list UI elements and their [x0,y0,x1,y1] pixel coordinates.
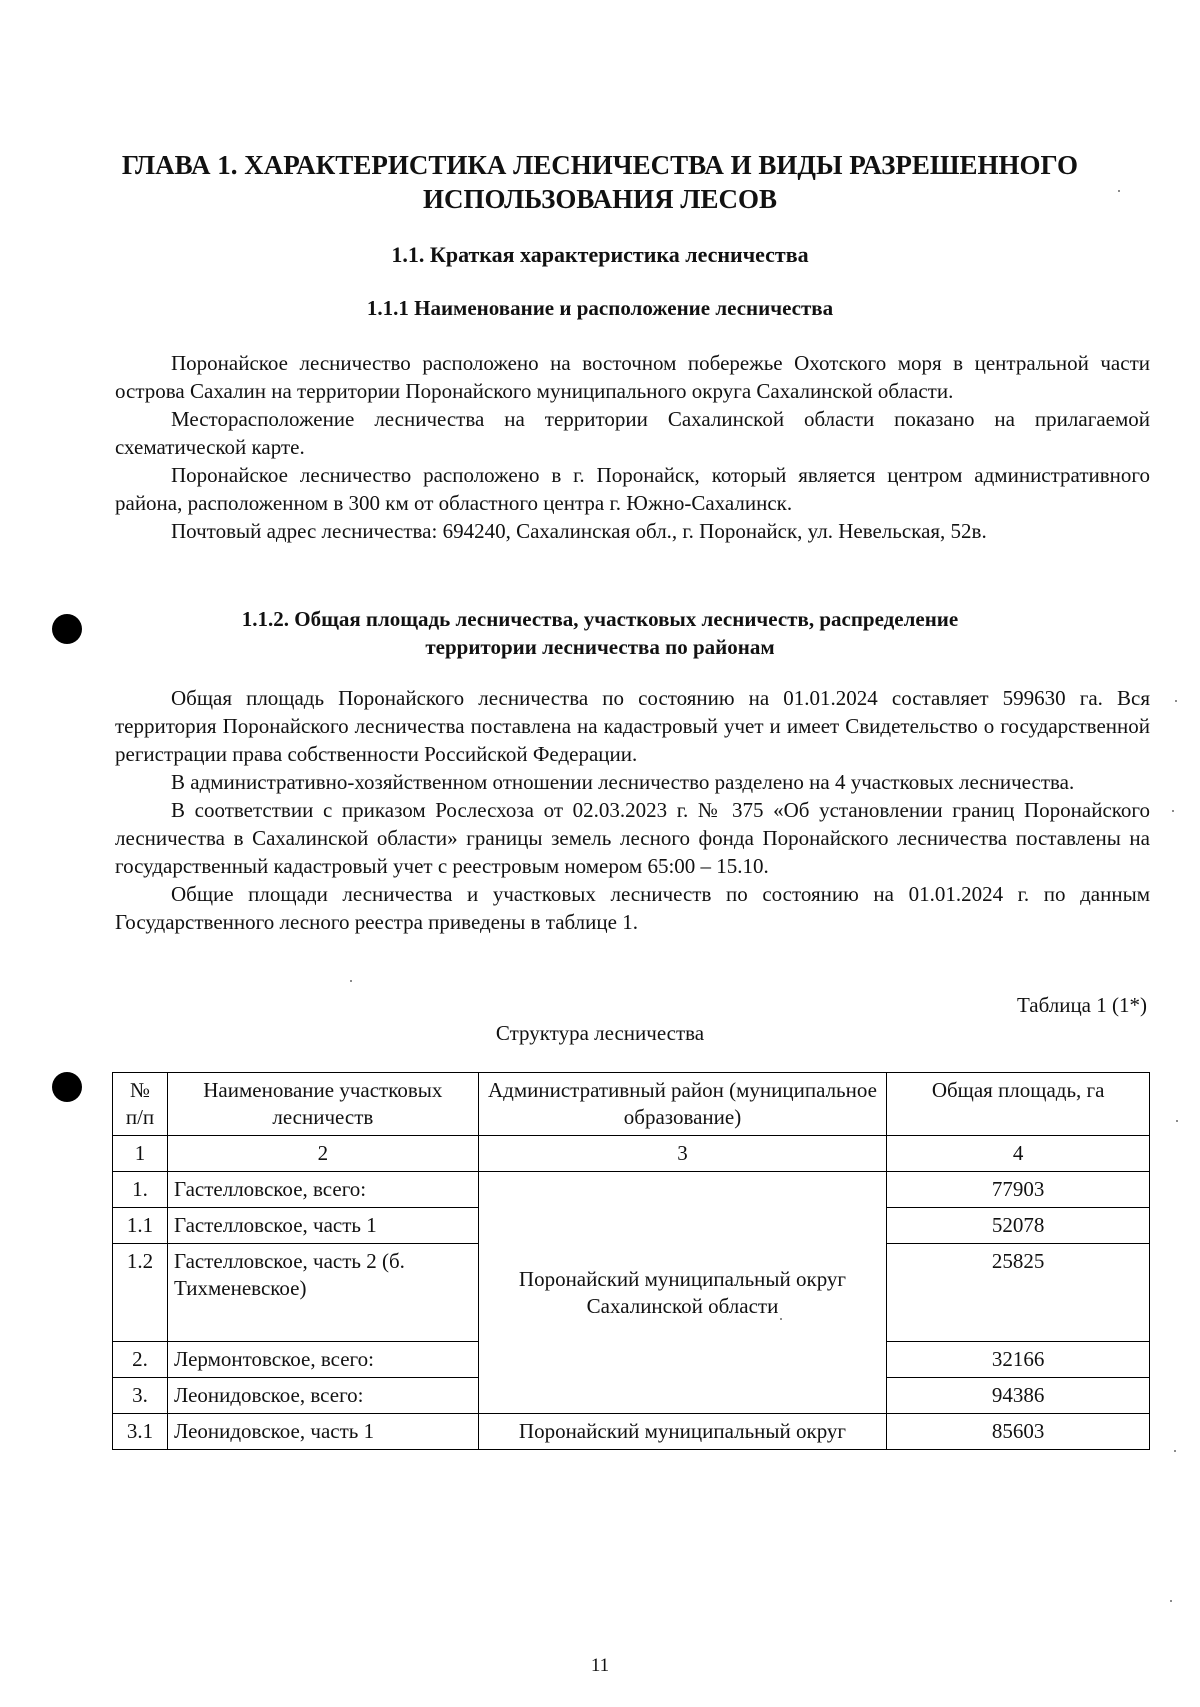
paragraph: Поронайское лесничество расположено в г. Поронайск, который является центром административного района, расположенном в 300 км от областного центра г. Южно-Сахалинск. [115,463,1150,515]
header-cell: Общая площадь, га [887,1073,1150,1136]
table-header-row [113,1073,1150,1136]
row-name-cell: Леонидовское, всего: [167,1378,478,1414]
table-caption: Таблица 1 (1*) [1016,993,1147,1017]
scan-speck [1170,1600,1172,1602]
punch-hole-mark [52,1072,82,1102]
row-number-cell: 2. [113,1342,168,1378]
row-name-cell: Гастелловское, часть 2 (б. Тихменевское) [167,1244,478,1342]
row-area-cell: 77903 [887,1172,1150,1208]
section-title: 1.1. Краткая характеристика лесничества [391,242,809,267]
row-area-cell: 94386 [887,1378,1150,1414]
scan-speck [1174,1450,1176,1452]
table-column-numbers-row [113,1136,1150,1172]
paragraph: В административно-хозяйственном отношении лесничество разделено на 4 участковых лесничества. [171,770,1075,794]
table-title: Структура лесничества [495,1021,705,1045]
paragraph: Поронайское лесничество расположено на восточном побережье Охотского моря в центральной части острова Сахалин на территории Поронайского муниципального округа Сахалинской области. [115,351,1150,403]
paragraph: В соответствии с приказом Рослесхоза от 02.03.2023 г. № 375 «Об установлении границ Поронайского лесничества в Сахалинской области» границы земель лесного фонда Поронайского лесничества поставлены на государственный кадастровый учет с реестровым номером 65:00 – 15.10. [115,798,1150,878]
column-number-cell: 3 [478,1136,887,1172]
header-cell: Наименование участковых лесничеств [167,1073,478,1136]
column-number-cell: 4 [887,1136,1150,1172]
column-number-cell: 1 [113,1136,168,1172]
punch-hole-mark [52,614,82,644]
row-name-cell: Гастелловское, всего: [167,1172,478,1208]
scan-speck [1172,810,1174,812]
structure-table [112,1072,1150,1450]
column-number-cell: 2 [167,1136,478,1172]
subsection2-body [115,684,1150,936]
paragraph: Общая площадь Поронайского лесничества по состоянию на 01.01.2024 составляет 599630 га. Вся территория Поронайского лесничества поставлена на кадастровый учет и имеет Свидетельство о государственной регистрации права собственности Российской Федерации. [115,686,1150,766]
row-area-cell: 85603 [887,1414,1150,1450]
header-cell: Административный район (муниципальное образование) [478,1073,887,1136]
scan-speck [780,1318,782,1320]
merged-district-cell: Поронайский муниципальный округ Сахалинской области [478,1172,887,1414]
paragraph: Месторасположение лесничества на территории Сахалинской области показано на прилагаемой схематической карте. [115,407,1150,459]
row-district-cell: Поронайский муниципальный округ [478,1414,887,1450]
subsection2-title: 1.1.2. Общая площадь лесничества, участковых лесничеств, распределение территории лесничества по районам [241,607,959,659]
page-number: 11 [590,1655,610,1676]
scan-speck [350,980,352,982]
table-row [113,1414,1150,1450]
row-name-cell: Лермонтовское, всего: [167,1342,478,1378]
scan-speck [1118,190,1120,192]
header-cell: № п/п [113,1073,168,1136]
row-area-cell: 32166 [887,1342,1150,1378]
table-row [113,1172,1150,1208]
row-number-cell: 1.2 [113,1244,168,1342]
paragraph: Почтовый адрес лесничества: 694240, Сахалинская обл., г. Поронайск, ул. Невельская, 52в. [171,519,987,543]
scan-speck [1176,1120,1178,1122]
row-area-cell: 25825 [887,1244,1150,1342]
paragraph: Общие площади лесничества и участковых лесничеств по состоянию на 01.01.2024 г. по данным Государственного лесного реестра приведены в таблице 1. [115,882,1150,934]
scan-speck [1175,700,1177,702]
row-name-cell: Гастелловское, часть 1 [167,1208,478,1244]
row-number-cell: 3.1 [113,1414,168,1450]
subsection1-title: 1.1.1 Наименование и расположение лесничества [366,296,834,320]
row-name-cell: Леонидовское, часть 1 [167,1414,478,1450]
chapter-title: ГЛАВА 1. ХАРАКТЕРИСТИКА ЛЕСНИЧЕСТВА И ВИДЫ РАЗРЕШЕННОГО ИСПОЛЬЗОВАНИЯ ЛЕСОВ [121,150,1079,214]
row-area-cell: 52078 [887,1208,1150,1244]
subsection1-body [115,349,1150,545]
row-number-cell: 3. [113,1378,168,1414]
row-number-cell: 1. [113,1172,168,1208]
row-number-cell: 1.1 [113,1208,168,1244]
